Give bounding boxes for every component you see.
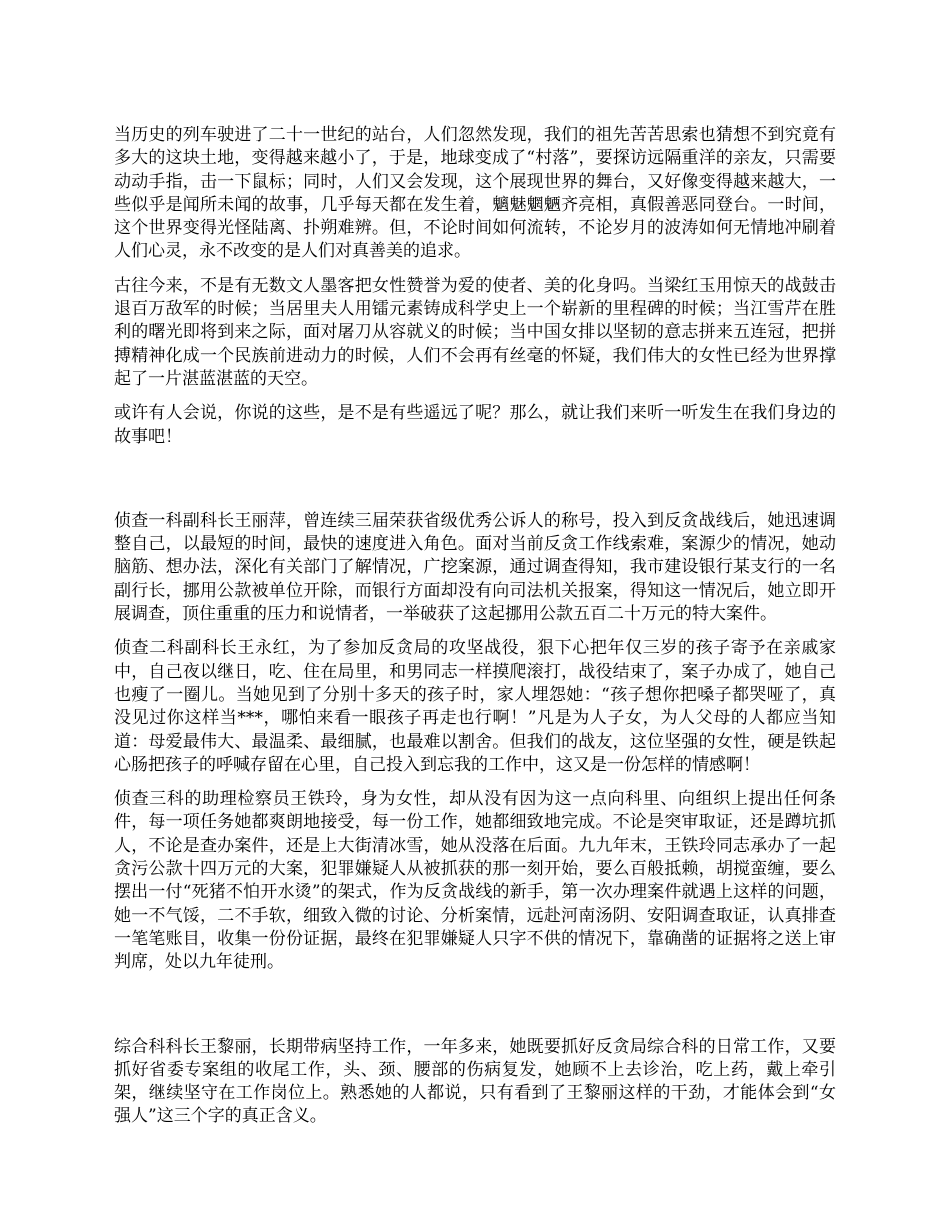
paragraph-wang-tieling: 侦查三科的助理检察员王铁玲，身为女性，却从没有因为这一点向科里、向组织上提出任何条件，每一项任务她都爽朗地接受，每一份工作，她都细致地完成。不论是突审取证，还是蹲坑抓人，不论是查办案件，还是上大街清冰雪，她从没落在后面。九九年末，王铁玲同志承办了一起贪污公款十四万元的大案，犯罪嫌疑人从被抓获的那一刻开始，要么百般抵赖，胡搅蛮缠，要么摆出一付“死猪不怕开水烫”的架式，作为反贪战线的新手，第一次办理案件就遇上这样的问题，她一不气馁，二不手软，细致入微的讨论、分析案情，远赴河南汤阴、安阳调查取证，认真排查一笔笔账目，收集一份份证据，最终在犯罪嫌疑人只字不供的情况下，靠确凿的证据将之送上审判席，处以九年徒刑。 [114, 789, 836, 973]
document-body [114, 124, 836, 1140]
paragraph-wang-yonghong: 侦查二科副科长王永红，为了参加反贪局的攻坚战役，狠下心把年仅三岁的孩子寄予在亲戚家中，自己夜以继日，吃、住在局里，和男同志一样摸爬滚打，战役结束了，案子办成了，她自己也瘦了一圈儿。当她见到了分别十多天的孩子时，家人埋怨她：“孩子想你把嗓子都哭哑了，真没见过你这样当***，哪怕来看一眼孩子再走也行啊！”凡是为人子女，为人父母的人都应当知道：母爱最伟大、最温柔、最细腻，也最难以割舍。但我们的战友，这位坚强的女性，硬是铁起心肠把孩子的呼喊存留在心里，自己投入到忘我的工作中，这又是一份怎样的情感啊！ [114, 638, 836, 775]
paragraph-wang-lili: 综合科科长王黎丽，长期带病坚持工作，一年多来，她既要抓好反贪局综合科的日常工作，又要抓好省委专案组的收尾工作，头、颈、腰部的伤病复发，她顾不上去诊治，吃上药，戴上牵引架，继续坚守在工作岗位上。熟悉她的人都说，只有看到了王黎丽这样的干劲，才能体会到“女强人”这三个字的真正含义。 [114, 1036, 836, 1127]
paragraph-history: 古往今来，不是有无数文人墨客把女性赞誉为爱的使者、美的化身吗。当梁红玉用惊天的战鼓击退百万敌军的时候；当居里夫人用镭元素铸成科学史上一个崭新的里程碑的时候；当江雪芹在胜利的曙光即将到来之际，面对屠刀从容就义的时候；当中国女排以坚韧的意志拼来五连冠，把拼搏精神化成一个民族前进动力的时候，人们不会再有丝毫的怀疑，我们伟大的女性已经为世界撑起了一片湛蓝湛蓝的天空。 [114, 275, 836, 389]
section-gap [114, 460, 836, 510]
section-gap [114, 986, 836, 1036]
paragraph-wang-liping: 侦查一科副科长王丽萍，曾连续三届荣获省级优秀公诉人的称号，投入到反贪战线后，她迅速调整自己，以最短的时间，最快的速度进入角色。面对当前反贪工作线索难，案源少的情况，她动脑筋、想办法，深化有关部门了解情况，广挖案源，通过调查得知，我市建设银行某支行的一名副行长，挪用公款被单位开除，而银行方面却没有向司法机关报案，得知这一情况后，她立即开展调查，顶住重重的压力和说情者，一举破获了这起挪用公款五百二十万元的特大案件。 [114, 510, 836, 625]
paragraph-transition: 或许有人会说，你说的这些，是不是有些遥远了呢？那么，就让我们来听一听发生在我们身边的故事吧！ [114, 403, 836, 447]
paragraph-intro: 当历史的列车驶进了二十一世纪的站台，人们忽然发现，我们的祖先苦苦思索也猜想不到究竟有多大的这块土地，变得越来越小了，于是，地球变成了“村落”，要探访远隔重洋的亲友，只需要动动手指，击一下鼠标；同时，人们又会发现，这个展现世界的舞台，又好像变得越来越大，一些似乎是闻所未闻的故事，几乎每天都在发生着，魑魅魍魉齐亮相，真假善恶同登台。一时间，这个世界变得光怪陆离、扑朔难辨。但，不论时间如何流转，不论岁月的波涛如何无情地冲刷着人们心灵，永不改变的是人们对真善美的追求。 [114, 125, 836, 262]
